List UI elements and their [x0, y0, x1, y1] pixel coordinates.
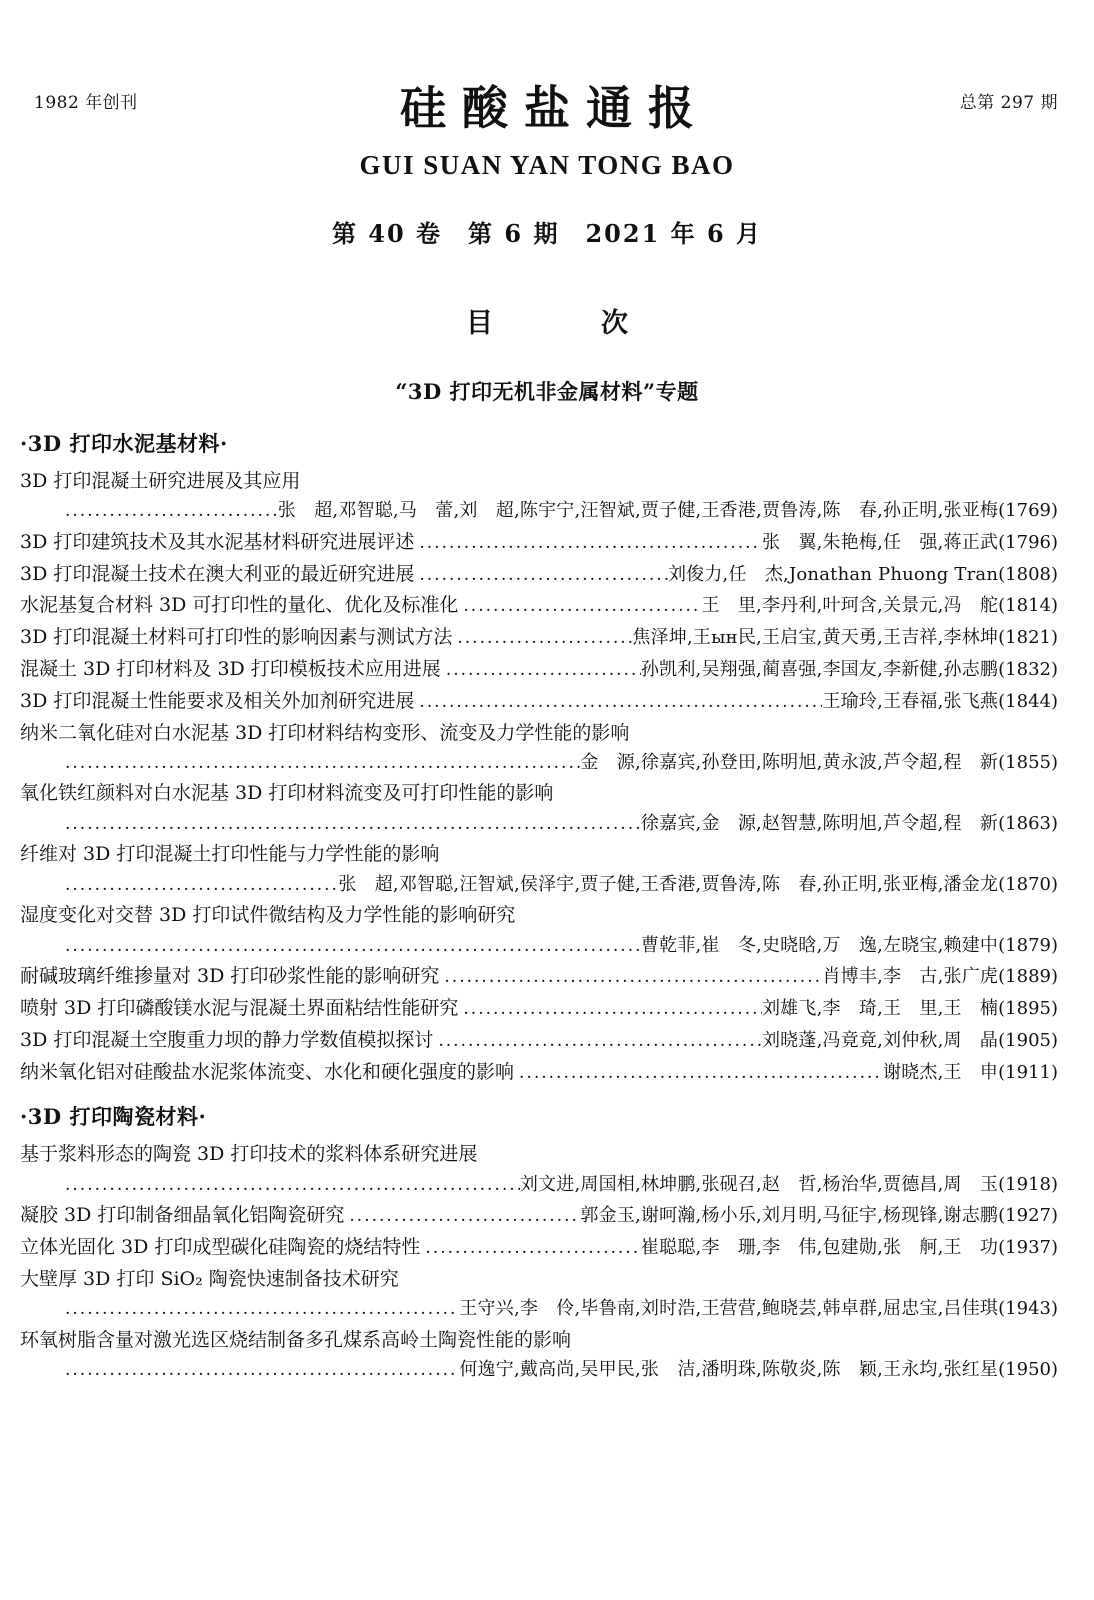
- entry-title: 3D 打印混凝土空腹重力坝的静力学数值模拟探讨: [20, 1028, 434, 1051]
- entry-page-number: (1943): [998, 1298, 1058, 1320]
- leader-dots: [60, 1172, 520, 1200]
- toc-entry[interactable]: [20, 466, 1058, 526]
- entry-page-number: (1863): [998, 812, 1058, 834]
- toc-entry[interactable]: [20, 559, 1058, 590]
- toc-entry[interactable]: [20, 1139, 1058, 1199]
- toc-entry[interactable]: [20, 527, 1058, 558]
- masthead: [0, 0, 1094, 180]
- entry-page-number: (1796): [998, 531, 1058, 553]
- leader-dots: [414, 530, 762, 558]
- entry-authors: 焦泽坤,王ын民,王启宝,黄天勇,王吉祥,李林坤: [632, 627, 999, 649]
- entry-authors: 刘晓蓬,冯竟竟,刘仲秋,周 晶: [761, 1029, 999, 1051]
- leader-dots: [458, 593, 701, 621]
- entry-authors: 何逸宁,戴高尚,吴甲民,张 洁,潘明珠,陈敬炎,陈 颖,王永均,张红星: [459, 1359, 999, 1381]
- leader-dots: [452, 625, 632, 653]
- entry-authors: 金 源,徐嘉宾,孙登田,陈明旭,黄永波,芦令超,程 新: [580, 751, 999, 773]
- issue-total-number: 总第 297 期: [959, 93, 1058, 113]
- leader-dots: [514, 1060, 883, 1088]
- entry-authors: 刘文进,周国相,林坤鹏,张砚召,赵 哲,杨治华,贾德昌,周 玉: [519, 1173, 999, 1195]
- volume-issue-date: 第 40 卷 第 6 期 2021 年 6 月: [331, 219, 763, 248]
- special-topic-heading: “3D 打印无机非金属材料”专题: [395, 379, 699, 404]
- leader-dots: [60, 811, 641, 839]
- entry-page-number: (1905): [998, 1029, 1058, 1051]
- leader-dots: [344, 1203, 580, 1231]
- entry-title: 立体光固化 3D 打印成型碳化硅陶瓷的烧结特性: [20, 1235, 421, 1258]
- leader-dots: [433, 1028, 762, 1056]
- entry-authors: 崔聪聪,李 珊,李 伟,包建勋,张 舸,王 功: [640, 1236, 999, 1258]
- toc-entry[interactable]: [20, 1232, 1058, 1263]
- entry-title: 基于浆料形态的陶瓷 3D 打印技术的浆料体系研究进展: [20, 1143, 478, 1166]
- entry-page-number: (1889): [998, 966, 1058, 988]
- entry-title: 环氧树脂含量对激光选区烧结制备多孔煤系高岭土陶瓷性能的影响: [20, 1328, 572, 1351]
- leader-dots: [441, 657, 641, 685]
- entry-page-number: (1927): [998, 1205, 1058, 1227]
- entry-page-number: (1855): [998, 751, 1058, 773]
- entry-page-number: (1879): [998, 934, 1058, 956]
- contents-heading: 目 次: [466, 308, 646, 339]
- entry-authors: 刘俊力,任 杰,Jonathan Phuong Tran: [667, 563, 999, 585]
- leader-dots: [60, 750, 580, 778]
- toc-entry[interactable]: [20, 590, 1058, 621]
- leader-dots: [420, 1235, 641, 1263]
- leader-dots: [414, 562, 668, 590]
- toc-entry[interactable]: [20, 1325, 1058, 1385]
- entry-authors: 张 超,邓智聪,马 蕾,刘 超,陈宇宁,汪智斌,贾子健,王香港,贾鲁涛,陈 春,孙正明,张亚梅: [277, 500, 999, 522]
- entry-authors: 王守兴,李 伶,毕鲁南,刘时浩,王营营,鲍晓芸,韩卓群,屈忠宝,吕佳琪: [459, 1298, 999, 1320]
- entry-authors: 王瑜玲,王春福,张飞燕: [822, 690, 999, 712]
- leader-dots: [60, 933, 641, 961]
- toc-entry[interactable]: [20, 1025, 1058, 1056]
- entry-authors: 曹乾菲,崔 冬,史晓晗,万 逸,左晓宝,赖建中: [640, 934, 999, 956]
- entry-title: 3D 打印混凝土技术在澳大利亚的最近研究进展: [20, 562, 415, 585]
- entry-page-number: (1808): [998, 563, 1058, 585]
- entry-page-number: (1832): [998, 658, 1058, 680]
- entry-title: 纳米二氧化硅对白水泥基 3D 打印材料结构变形、流变及力学性能的影响: [20, 721, 630, 744]
- toc-entry[interactable]: [20, 778, 1058, 838]
- entry-title: 湿度变化对交替 3D 打印试件微结构及力学性能的影响研究: [20, 904, 516, 927]
- leader-dots: [60, 872, 338, 900]
- toc-entry[interactable]: [20, 900, 1058, 960]
- toc-entry[interactable]: [20, 1200, 1058, 1231]
- entry-authors: 张 翼,朱艳梅,任 强,蒋正武: [761, 531, 999, 553]
- entry-page-number: (1918): [998, 1173, 1058, 1195]
- entry-authors: 谢晓杰,王 申: [883, 1061, 999, 1083]
- entry-page-number: (1950): [998, 1359, 1058, 1381]
- entry-page-number: (1821): [998, 627, 1058, 649]
- toc-entry[interactable]: [20, 718, 1058, 778]
- entry-authors: 王 里,李丹利,叶珂含,关景元,冯 舵: [701, 595, 999, 617]
- entry-title: 耐碱玻璃纤维掺量对 3D 打印砂浆性能的影响研究: [20, 965, 440, 988]
- entry-page-number: (1870): [998, 873, 1058, 895]
- leader-dots: [60, 1357, 459, 1385]
- entry-authors: 郭金玉,谢呵瀚,杨小乐,刘月明,马征宇,杨现锋,谢志鹏: [580, 1205, 999, 1227]
- entry-title: 3D 打印建筑技术及其水泥基材料研究进展评述: [20, 530, 415, 553]
- founded-year: 1982 年创刊: [34, 93, 138, 113]
- entry-title: 3D 打印混凝土性能要求及相关外加剂研究进展: [20, 689, 415, 712]
- entry-page-number: (1911): [998, 1061, 1058, 1083]
- leader-dots: [60, 1296, 459, 1324]
- entry-title: 纤维对 3D 打印混凝土打印性能与力学性能的影响: [20, 843, 440, 866]
- journal-title-pinyin: GUI SUAN YAN TONG BAO: [359, 150, 735, 180]
- leader-dots: [414, 689, 822, 717]
- entry-page-number: (1814): [998, 595, 1058, 617]
- section-heading: ·3D 打印水泥基材料·: [20, 431, 228, 456]
- entry-title: 3D 打印混凝土材料可打印性的影响因素与测试方法: [20, 626, 453, 649]
- journal-title-chinese: 硅酸盐通报: [400, 81, 710, 135]
- section-heading: ·3D 打印陶瓷材料·: [20, 1104, 207, 1130]
- entry-authors: 孙凯利,吴翔强,蔺喜强,李国友,李新健,孙志鹏: [640, 658, 999, 680]
- entry-authors: 刘雄飞,李 琦,王 里,王 楠: [761, 997, 999, 1019]
- toc-entry[interactable]: [20, 1264, 1058, 1324]
- leader-dots: [458, 996, 762, 1024]
- toc-entry[interactable]: [20, 839, 1058, 899]
- entry-authors: 张 超,邓智聪,汪智斌,侯泽宇,贾子健,王香港,贾鲁涛,陈 春,孙正明,张亚梅,潘金龙: [338, 873, 999, 895]
- entry-title: 纳米氧化铝对硅酸盐水泥浆体流变、水化和硬化强度的影响: [20, 1060, 515, 1083]
- entry-page-number: (1769): [998, 500, 1058, 522]
- toc-entry[interactable]: [20, 686, 1058, 717]
- entry-authors: 肖博丰,李 古,张广虎: [822, 966, 999, 988]
- entry-page-number: (1844): [998, 690, 1058, 712]
- entry-title: 3D 打印混凝土研究进展及其应用: [20, 470, 301, 492]
- toc-entry[interactable]: [20, 1057, 1058, 1088]
- entry-title: 混凝土 3D 打印材料及 3D 打印模板技术应用进展: [20, 657, 441, 680]
- entry-title: 氧化铁红颜料对白水泥基 3D 打印材料流变及可打印性能的影响: [20, 782, 554, 805]
- toc-entry[interactable]: [20, 993, 1058, 1024]
- toc-entry[interactable]: [20, 654, 1058, 685]
- entry-page-number: (1895): [998, 997, 1058, 1019]
- entry-title: 水泥基复合材料 3D 可打印性的量化、优化及标准化: [20, 594, 459, 617]
- leader-dots: [60, 498, 278, 526]
- leader-dots: [439, 964, 822, 992]
- entry-title: 喷射 3D 打印磷酸镁水泥与混凝土界面粘结性能研究: [20, 996, 459, 1019]
- table-of-contents: [20, 428, 1058, 1385]
- toc-entry[interactable]: [20, 622, 1058, 653]
- entry-title: 大壁厚 3D 打印 SiO₂ 陶瓷快速制备技术研究: [20, 1267, 399, 1290]
- entry-page-number: (1937): [998, 1236, 1058, 1258]
- entry-authors: 徐嘉宾,金 源,赵智慧,陈明旭,芦令超,程 新: [640, 812, 999, 834]
- toc-entry[interactable]: [20, 961, 1058, 992]
- entry-title: 凝胶 3D 打印制备细晶氧化铝陶瓷研究: [20, 1204, 345, 1227]
